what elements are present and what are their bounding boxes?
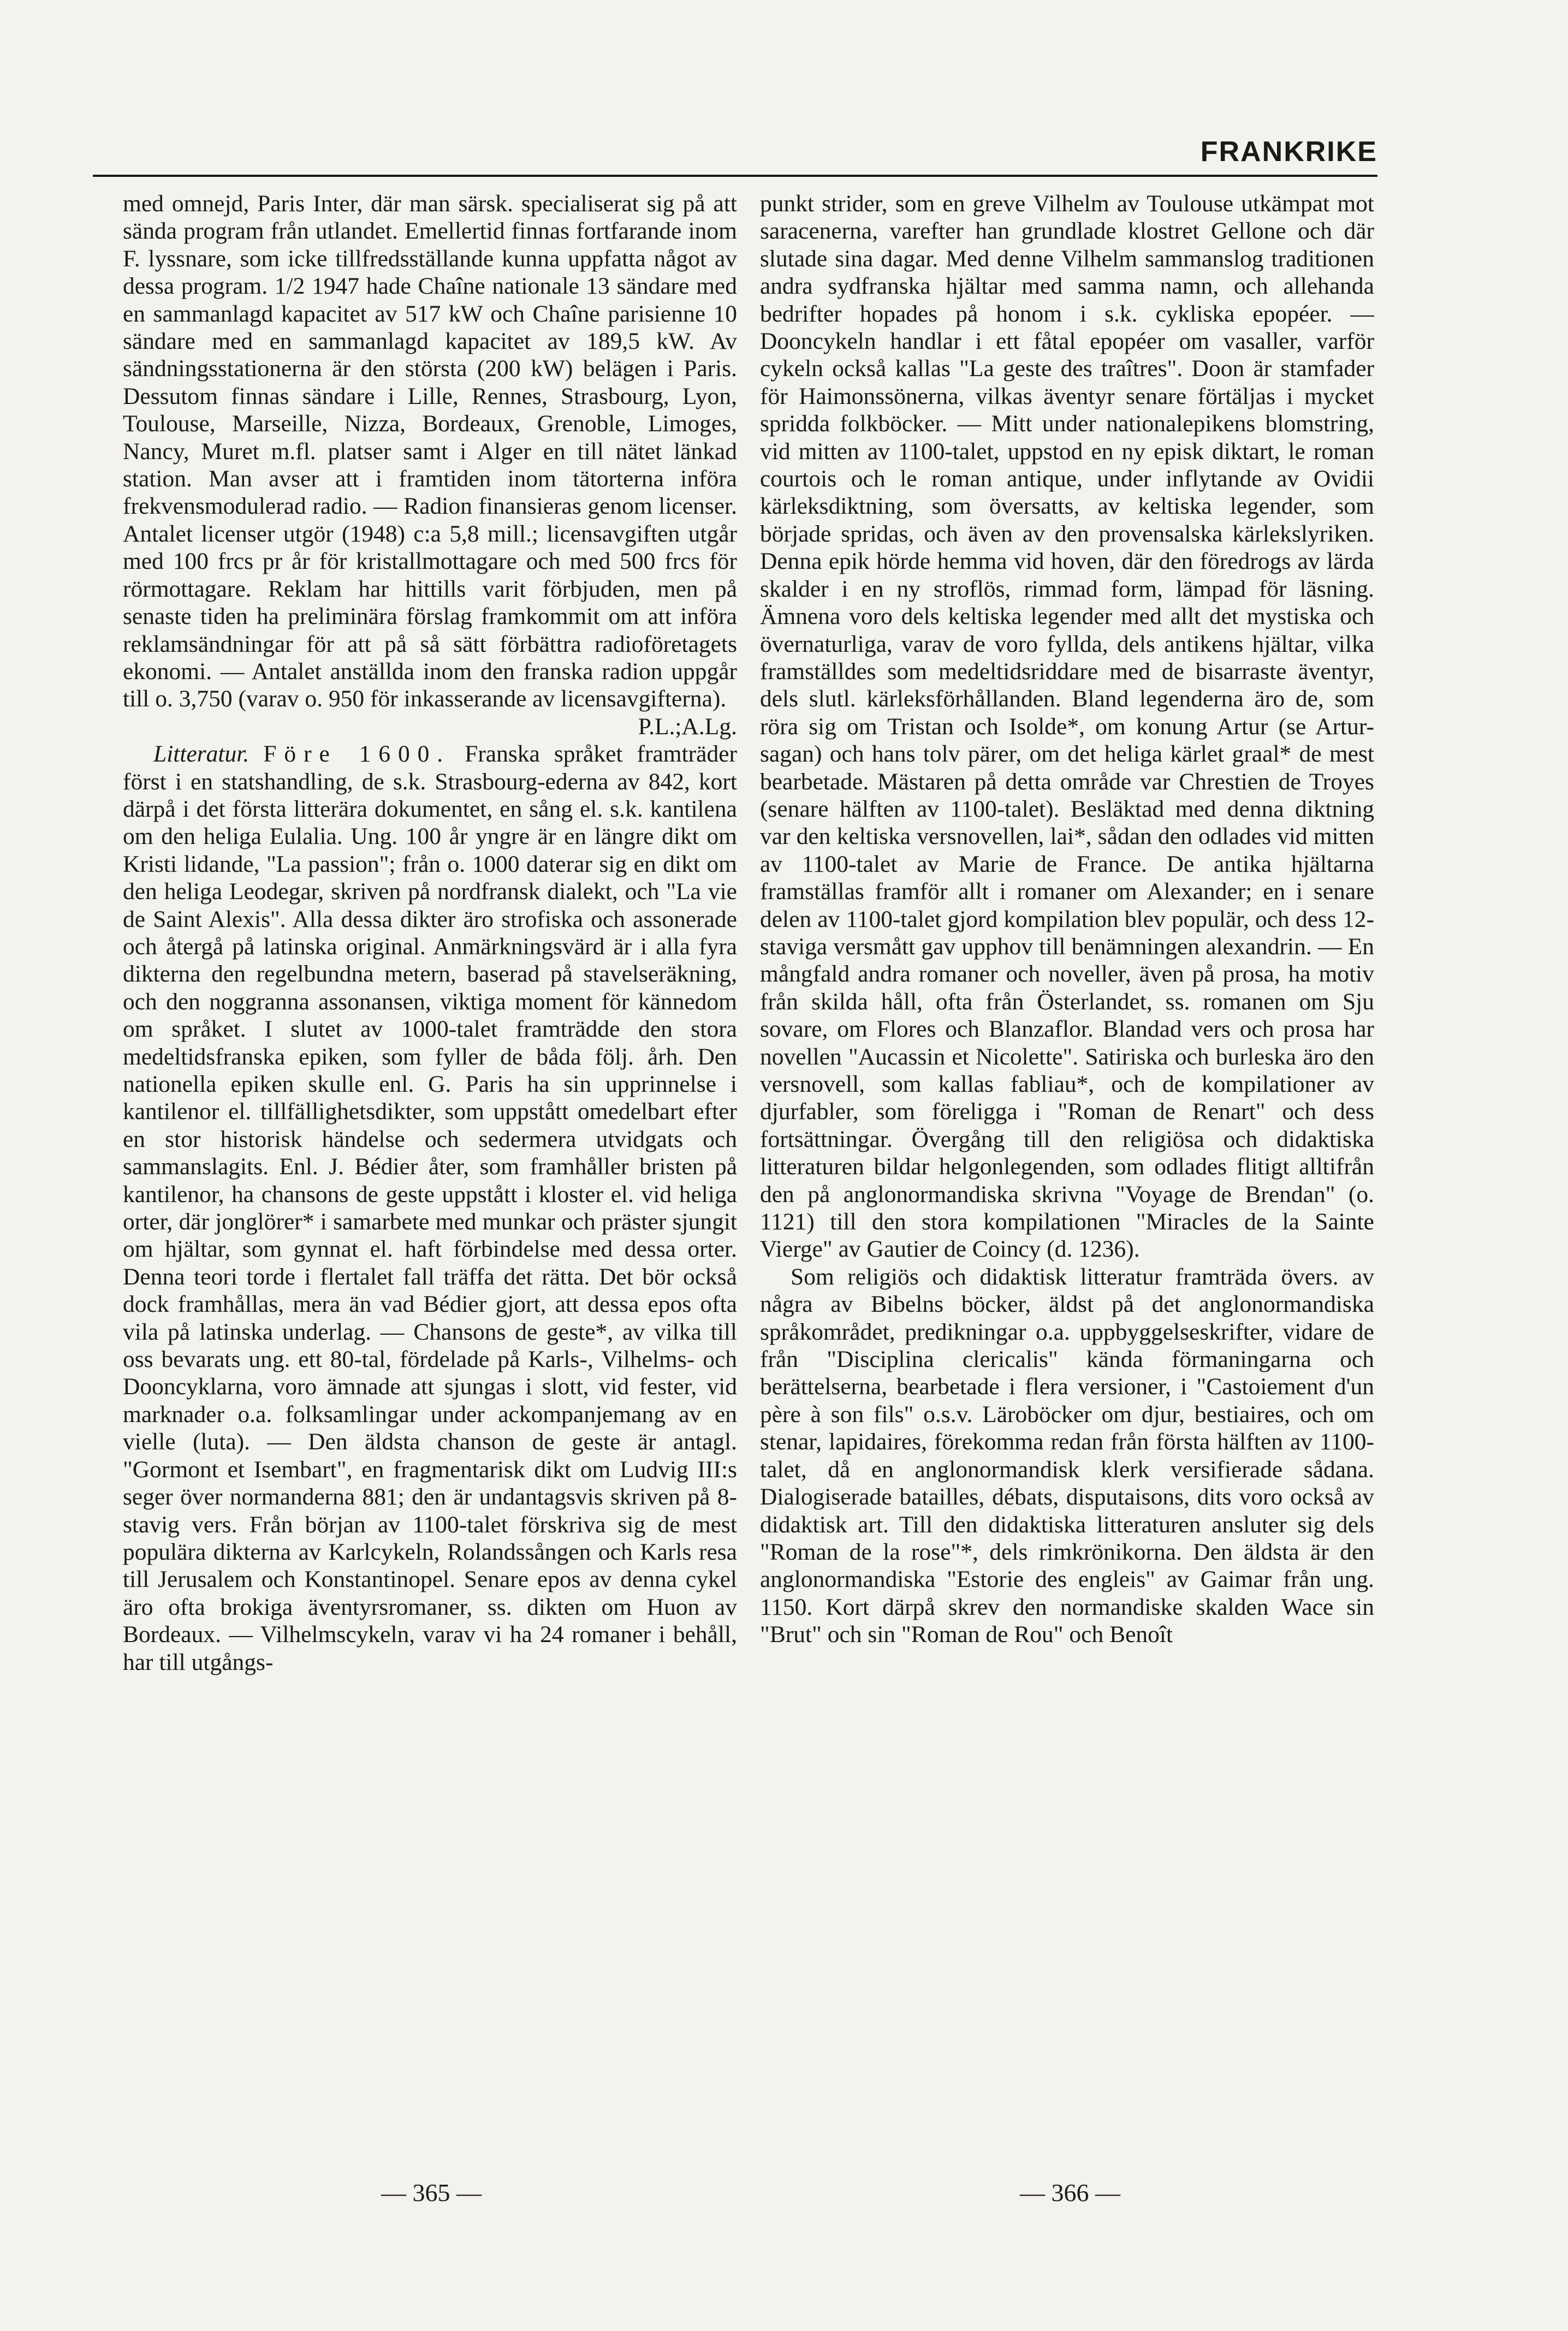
right-paragraph-didactic: Som religiös och didaktisk litteratur framträda övers. av några av Bibelns böcker, äldst på det anglonormandiska språkområdet, predikningar o.a. uppbyggelseskrifter, vidare de från "Disciplina clericalis" kända förmaningarna och berättelserna, bearbetade i flera versioner, i "Castoiement d'un père à son fils" o.s.v. Läroböcker om djur, bestiaires, och om stenar, lapidaires, förekomma redan från första hälften av 1100-talet, då en anglonormandisk klerk versifierade sådana. Dialogiserade batailles, débats, disputaisons, dits voro också av didaktisk art. Till den didaktiska litteraturen ansluter sig dels "Roman de la rose"*, dels rimkrönikorna. Den äldsta är den anglonormandiska "Estorie des engleis" av Gaimar från ung. 1150. Kort därpå skrev den normandiske skalden Wace sin "Brut" och sin "Roman de Rou" och Benoît: [760, 1263, 1374, 1648]
section-heading-litteratur: Litteratur.: [153, 741, 250, 768]
header-rule: [93, 175, 1377, 177]
page-number-left: — 365 —: [381, 2179, 482, 2207]
page-number-right: — 366 —: [1020, 2179, 1120, 2207]
left-paragraph-radio: med omnejd, Paris Inter, där man särsk. specialiserat sig på att sända program från utlandet. Emellertid finnas fortfarande inom F. lyssnare, som icke tillfredsställande kunna uppfatta något av dessa program. 1/2 1947 hade Chaîne nationale 13 sändare med en sammanlagd kapacitet av 517 kW och Chaîne parisienne 10 sändare med en sammanlagd kapacitet av 189,5 kW. Av sändningsstationerna är den största (200 kW) belägen i Paris. Dessutom finnas sändare i Lille, Rennes, Strasbourg, Lyon, Toulouse, Marseille, Nizza, Bordeaux, Grenoble, Limoges, Nancy, Muret m.fl. platser samt i Alger en till nätet länkad station. Man avser att i framtiden inom tätorterna införa frekvensmodulerad radio. — Radion finansieras genom licenser. Antalet licenser utgör (1948) c:a 5,8 mill.; licensavgiften utgår med 100 frcs pr år för kristallmottagare och med 500 frcs för rörmottagare. Reklam har hittills varit förbjuden, men på senaste tiden ha preliminära förslag framkommit om att införa reklamsändningar för att på så sätt förbättra radioföretagets ekonomi. — Antalet anställda inom den franska radion uppgår till o. 3,750 (varav o. 950 för inkasserande av licensavgifterna).: [123, 191, 737, 712]
signature-line: [123, 713, 737, 740]
period-heading: Före 1600.: [263, 741, 451, 768]
author-signature: P.L.;A.Lg.: [638, 713, 737, 740]
left-column: [123, 190, 737, 2155]
page-header: [93, 131, 1377, 180]
left-paragraph-literature: [123, 740, 737, 1676]
running-title: FRANKRIKE: [1200, 136, 1377, 168]
literature-body: Franska språket framträder först i en statshandling, de s.k. Strasbourg-ederna av 842, kort därpå i det första litterära dokumentet, en sång el. s.k. kantilena om den heliga Eulalia. Ung. 100 år yngre är en längre dikt om Kristi lidande, "La passion"; från o. 1000 daterar sig en dikt om den heliga Leodegar, skriven på nordfransk dialekt, och "La vie de Saint Alexis". Alla dessa dikter äro strofiska och assonerade och återgå på latinska original. Anmärkningsvärd är i alla fyra dikterna den regelbundna metern, baserad på stavelseräkning, och den noggranna assonansen, viktiga moment för kännedom om språket. I slutet av 1000-talet framträdde den stora medeltidsfranska epiken, som fyller de båda följ. årh. Den nationella epiken skulle enl. G. Paris ha sin upprinnelse i kantilenor el. tillfällighetsdikter, som uppstått omedelbart efter en stor historisk händelse och sedermera utvidgats och sammanslagits. Enl. J. Bédier åter, som framhåller bristen på kantilenor, ha chansons de geste uppstått i kloster el. vid heliga orter, där jonglörer* i samarbete med munkar och präster sjungit om hjältar, som gynnat el. haft förbindelse med dessa orter. Denna teori torde i flertalet fall träffa det rätta. Det bör också dock framhållas, mera än vad Bédier gjort, att dessa epos ofta vila på latinska underlag. — Chansons de geste*, av vilka till oss bevarats ung. ett 80-tal, fördelade på Karls-, Vilhelms- och Dooncyklarna, voro ämnade att sjungas i slott, vid fester, vid marknader o.a. folksamlingar under ackompanjemang av en vielle (luta). — Den äldsta chanson de geste är antagl. "Gormont et Isembart", en fragmentarisk dikt om Ludvig III:s seger över normanderna 881; den är undantagsvis skriven på 8-stavig vers. Från början av 1100-talet förskriva sig de mest populära dikterna av Karlcykeln, Rolandssången och Karls resa till Jerusalem och Konstantinopel. Senare epos av denna cykel äro ofta brokiga äventyrsromaner, ss. dikten om Huon av Bordeaux. — Vilhelmscykeln, varav vi ha 24 romaner i behåll, har till utgångs-: [123, 741, 737, 1675]
right-paragraph-epic: punkt strider, som en greve Vilhelm av Toulouse utkämpat mot saracenerna, varefter han grundlade klostret Gellone och där slutade sina dagar. Med denne Vilhelm sammanslog traditionen andra sydfranska hjältar med samma namn, och allehanda bedrifter hopades på honom i s.k. cykliska epopéer. — Dooncykeln handlar i ett fåtal epopéer om vasaller, varför cykeln också kallas "La geste des traîtres". Doon är stamfader för Haimonssönerna, vilkas äventyr senare förtäljas i mycket spridda folkböcker. — Mitt under nationalepikens blomstring, vid mitten av 1100-talet, uppstod en ny episk diktart, le roman courtois och le roman antique, under inflytande av Ovidii kärleksdiktning, som översatts, av keltiska legender, som började spridas, och även av den provensalska kärlekslyriken. Denna epik hörde hemma vid hoven, där den föredrogs av lärda skalder i en ny stroflös, rimmad form, lämpad för läsning. Ämnena voro dels keltiska legender med allt det mystiska och övernaturliga, varav de voro fyllda, dels antikens hjältar, vilka framställdes som medeltidsriddare med de bisarraste äventyr, dels slutl. kärleksförhållanden. Bland legenderna äro de, som röra sig om Tristan och Isolde*, om konung Artur (se Artur-sagan) och hans tolv pärer, om det heliga kärlet graal* de mest bearbetade. Mästaren på detta område var Chrestien de Troyes (senare hälften av 1100-talet). Besläktad med denna diktning var den keltiska versnovellen, lai*, sådan den odlades vid mitten av 1100-talet av Marie de France. De antika hjältarna framställas framför allt i romaner om Alexander; en i senare delen av 1100-talet gjord kompilation blev populär, och dess 12-staviga versmått gav upphov till benämningen alexandrin. — En mångfald andra romaner och noveller, även på prosa, ha motiv från skilda håll, ofta från Österlandet, ss. romanen om Sju sovare, om Flores och Blanzaflor. Blandad vers och prosa har novellen "Aucassin et Nicolette". Satiriska och burleska äro den versnovell, som kallas fabliau*, och de kompilationer av djurfabler, som föreligga i "Roman de Renart" och dess fortsättningar. Övergång till den religiösa och didaktiska litteraturen bildar helgonlegenden, som odlades flitigt alltifrån den på anglonormandiska skrivna "Voyage de Brendan" (o. 1121) till den stora kompilationen "Miracles de la Sainte Vierge" av Gautier de Coincy (d. 1236).: [760, 191, 1374, 1263]
right-column: [760, 190, 1374, 2155]
